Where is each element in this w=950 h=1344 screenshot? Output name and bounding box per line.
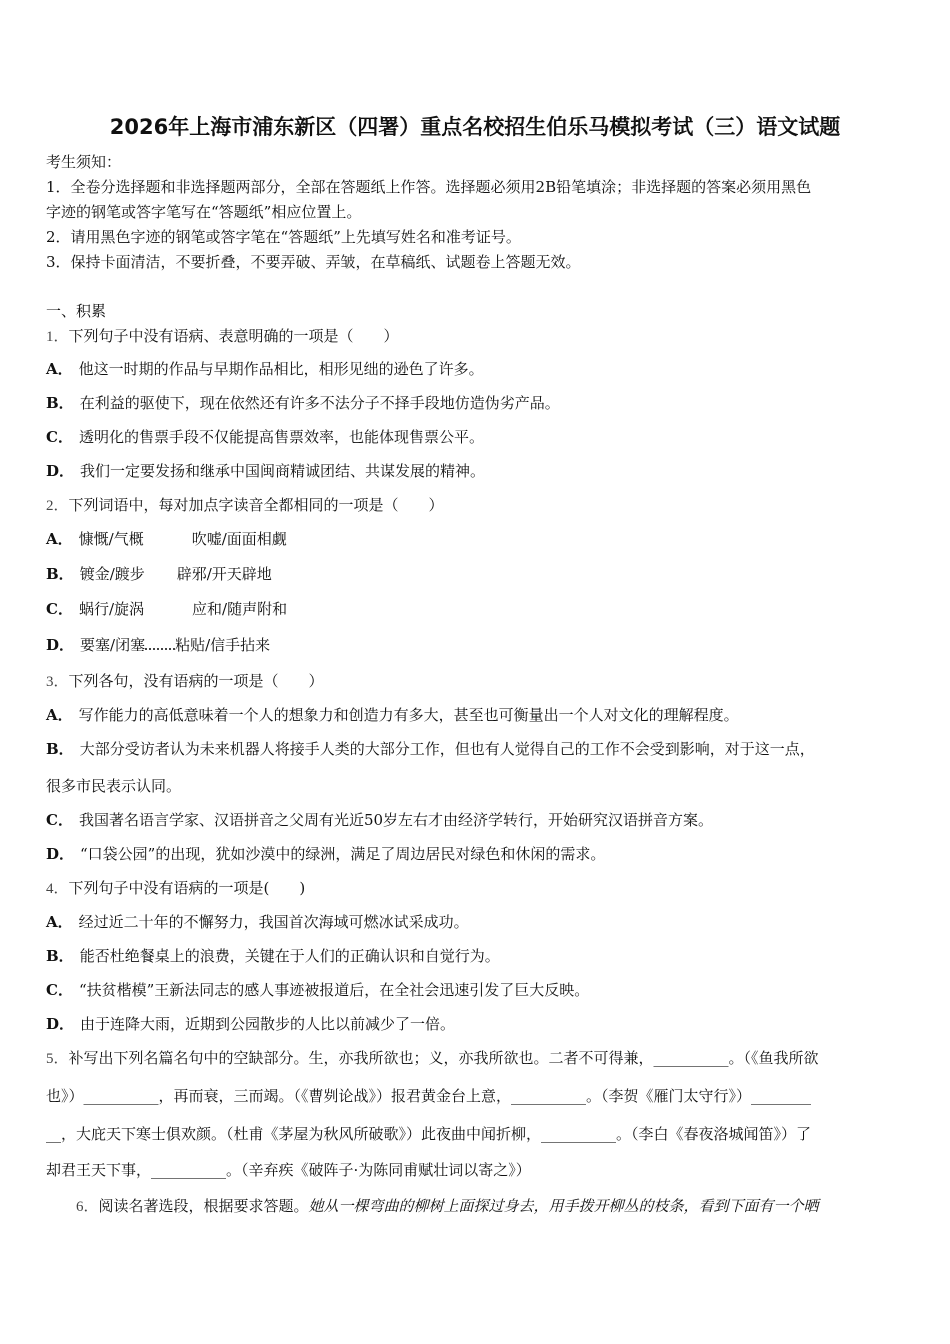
option-row (46, 912, 469, 932)
option-text: “扶贫楷模”王新法同志的感人事迹被报道后，在全社会迅速引发了巨大反映。 (78, 981, 590, 999)
emphasis-dots (145, 647, 175, 650)
option-word-pair: 蜗行/旋涡 (78, 600, 145, 618)
option-letter: B． (46, 394, 74, 412)
question-text: 下列各句，没有语病的一项是（ ） (68, 672, 324, 690)
option-word-pair: 粘贴/信手拈来 (175, 636, 271, 654)
option-word-pair: 辟邪/开天辟地 (176, 565, 272, 583)
option-letter: C． (46, 428, 73, 446)
option-word-pair: 慷慨/气概 (78, 530, 144, 548)
option-letter: D． (46, 1015, 75, 1033)
question-number: 5． (46, 1051, 69, 1067)
option-text: 由于连降大雨，近期到公园散步的人比以前减少了一倍。 (80, 1015, 456, 1033)
notice-item: 1．全卷分选择题和非选择题两部分，全部在答题纸上作答。选择题必须用2B铅笔填涂；非选择题的答案必须用黑色 (46, 178, 812, 196)
option-text: 写作能力的高低意味着一个人的想象力和创造力有多大，甚至也可衡量出一个人对文化的理解程度。 (78, 706, 739, 724)
option-word-pair: 镀金/踱步 (79, 565, 145, 583)
option-row (46, 739, 815, 759)
option-letter: C． (46, 600, 73, 618)
notice-item: 3．保持卡面清洁，不要折叠，不要弄破、弄皱，在草稿纸、试题卷上答题无效。 (46, 253, 581, 271)
question-number: 6． (76, 1199, 99, 1215)
option-text: “口袋公园”的出现，犹如沙漠中的绿洲，满足了周边居民对绿色和休闲的需求。 (80, 845, 606, 863)
option-letter: B． (46, 740, 74, 758)
option-letter: B． (46, 947, 74, 965)
option-row (46, 427, 484, 447)
question-5-line: 却君王天下事，__________。（辛弃疾《破阵子·为陈同甫赋壮词以寄之》） (46, 1161, 531, 1179)
option-row (46, 1014, 455, 1034)
question-number: 3． (46, 674, 69, 690)
option-text: 经过近二十年的不懈努力，我国首次海域可燃冰试采成功。 (78, 913, 469, 931)
section-heading: 一、积累 (46, 302, 107, 320)
question-text: 补写出下列名篇名句中的空缺部分。生，亦我所欲也；义，亦我所欲也。二者不可得兼，__________。（《鱼我所欲 (68, 1049, 819, 1067)
option-word-pair: 应和/随声附和 (192, 600, 288, 618)
question-text: 下列词语中，每对加点字读音全都相同的一项是（ ） (68, 496, 444, 514)
question-number: 1． (46, 329, 69, 345)
option-row (46, 359, 484, 379)
question-3-stem (46, 671, 324, 692)
option-row (46, 810, 713, 830)
question-5-line (46, 1048, 819, 1069)
option-text: 我国著名语言学家、汉语拼音之父周有光近50岁左右才由经济学转行，开始研究汉语拼音方案。 (78, 811, 714, 829)
option-letter: A． (46, 360, 73, 378)
option-letter: C． (46, 811, 73, 829)
question-1-stem (46, 326, 399, 347)
option-text: 透明化的售票手段不仅能提高售票效率，也能体现售票公平。 (78, 428, 484, 446)
option-row (46, 393, 560, 413)
option-row (46, 705, 739, 725)
option-text: 很多市民表示认同。 (46, 777, 182, 795)
option-row (46, 599, 287, 619)
question-text: 下列句子中没有语病的一项是( ) (68, 879, 306, 897)
question-6-stem (76, 1196, 819, 1217)
notice-item: 2．请用黑色字迹的钢笔或答字笔在“答题纸”上先填写姓名和准考证号。 (46, 228, 521, 246)
option-row (46, 461, 485, 481)
option-letter: A． (46, 913, 73, 931)
option-letter: B． (46, 565, 74, 583)
option-row-continued (46, 776, 181, 796)
option-text: 能否杜绝餐桌上的浪费，关键在于人们的正确认识和自觉行为。 (79, 947, 500, 965)
question-5-line: 也》）__________，再而衰，三而竭。（《曹刿论战》）报君黄金台上意，__________。（李贺《雁门太守行》）________ (46, 1087, 812, 1105)
option-row (46, 844, 605, 864)
option-letter: D． (46, 462, 75, 480)
option-letter: D． (46, 845, 75, 863)
option-letter: A． (46, 530, 73, 548)
option-text: 在利益的驱使下，现在依然还有许多不法分子不择手段地仿造伪劣产品。 (79, 394, 560, 412)
option-letter: D． (46, 636, 75, 654)
question-2-stem (46, 495, 444, 516)
question-5-line: __，大庇天下寒士俱欢颜。（杜甫《茅屋为秋风所破歌》）此夜曲中闻折柳，__________。（李白《春夜洛城闻笛》）了 (46, 1125, 812, 1143)
option-word-pair: 吹嘘/面面相觑 (191, 530, 287, 548)
notice-heading: 考生须知： (46, 153, 122, 171)
question-number: 4． (46, 881, 69, 897)
option-text: 我们一定要发扬和继承中国闽商精诚团结、共谋发展的精神。 (80, 462, 486, 480)
page-title: 2026年上海市浦东新区（四署）重点名校招生伯乐马模拟考试（三）语文试题 (109, 115, 841, 139)
question-number: 2． (46, 498, 69, 514)
question-text: 阅读名著选段，根据要求答题。 (98, 1197, 309, 1215)
option-row (46, 564, 272, 584)
option-text: 他这一时期的作品与早期作品相比，相形见绌的逊色了许多。 (78, 360, 484, 378)
option-letter: A． (46, 706, 73, 724)
option-word-pair: 要塞/闭塞 (80, 636, 146, 654)
option-text: 大部分受访者认为未来机器人将接手人类的大部分工作，但也有人觉得自己的工作不会受到影响，对于这一点， (79, 740, 815, 758)
passage-text: 她从一棵弯曲的柳树上面探过身去，用手拨开柳丛的枝条，看到下面有一个晒 (308, 1197, 819, 1215)
question-text: 下列句子中没有语病、表意明确的一项是（ ） (68, 327, 399, 345)
option-row (46, 529, 287, 549)
option-row (46, 946, 500, 966)
option-letter: C． (46, 981, 73, 999)
notice-item: 字迹的钢笔或答字笔写在“答题纸”相应位置上。 (46, 203, 362, 221)
option-row (46, 635, 270, 655)
question-4-stem (46, 878, 305, 899)
option-row (46, 980, 589, 1000)
